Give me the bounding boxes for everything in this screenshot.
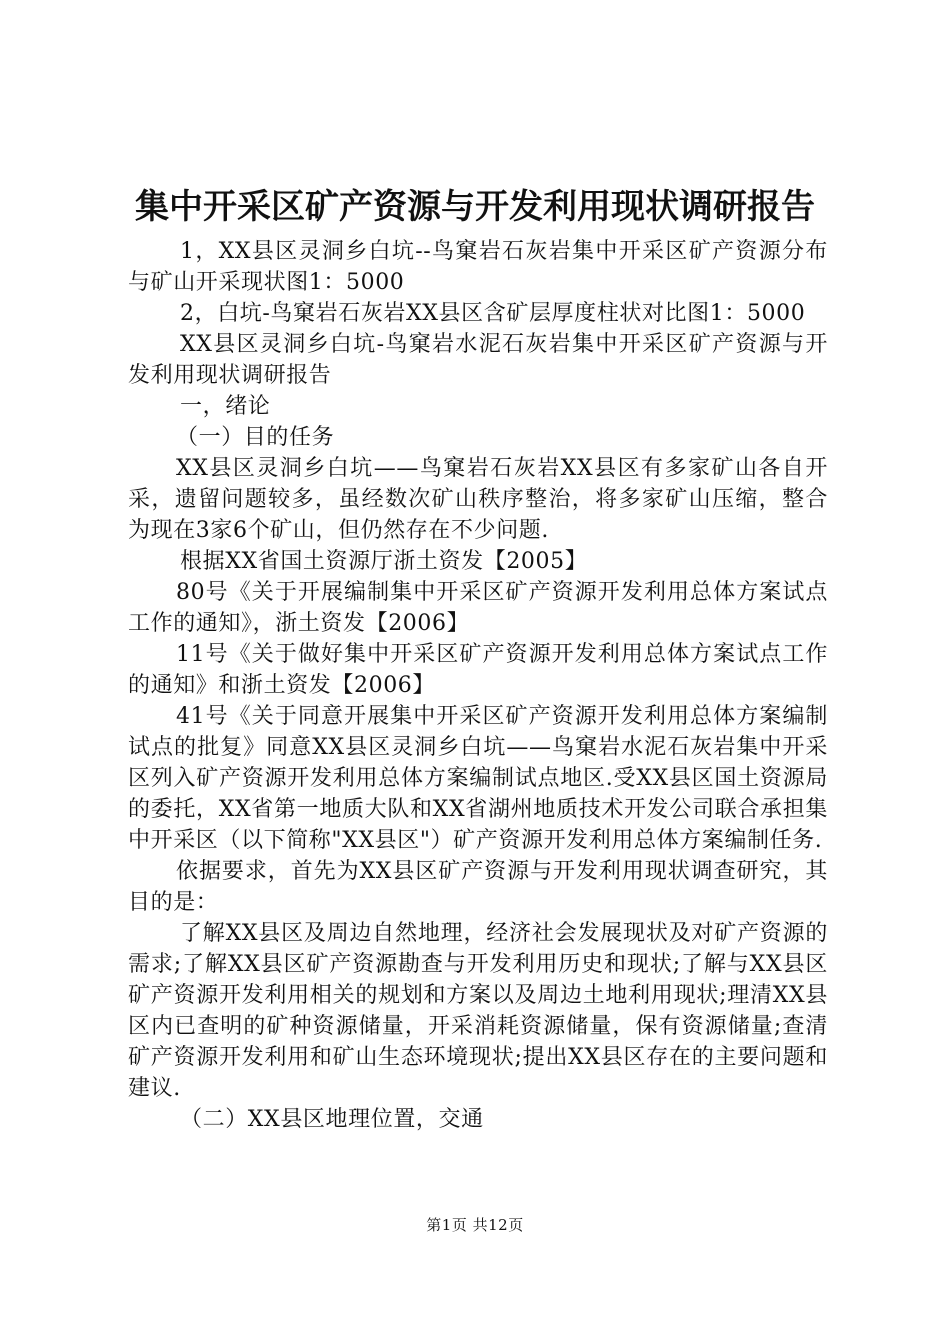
paragraph-reference-41: 41号《关于同意开展集中开采区矿产资源开发利用总体方案编制试点的批复》同意XX县区灵洞乡白坑——鸟窠岩水泥石灰岩集中开采区列入矿产资源开发利用总体方案编制试点地区.受XX县区国土资源局的委托，XX省第一地质大队和XX省湖州地质技术开发公司联合承担集中开采区（以下简称"XX县区"）矿产资源开发利用总体方案编制任务. (128, 704, 828, 853)
paragraph-2: 2，白坑-鸟窠岩石灰岩XX县区含矿层厚度柱状对比图1：5000 (180, 301, 806, 326)
paragraph-background: XX县区灵洞乡白坑——鸟窠岩石灰岩XX县区有多家矿山各自开采，遗留问题较多，虽经数次矿山秩序整治，将多家矿山压缩，整合为现在3家6个矿山，但仍然存在不少问题. (128, 456, 828, 543)
section-heading-introduction: 一，绪论 (180, 394, 271, 419)
document-body (128, 236, 828, 1135)
subsection-heading-purpose: （一）目的任务 (176, 425, 335, 450)
paragraph-3: XX县区灵洞乡白坑-鸟窠岩水泥石灰岩集中开采区矿产资源与开发利用现状调研报告 (128, 332, 828, 388)
paragraph-requirements: 依据要求，首先为XX县区矿产资源与开发利用现状调查研究，其目的是： (128, 859, 828, 915)
paragraph-objectives: 了解XX县区及周边自然地理，经济社会发展现状及对矿产资源的需求;了解XX县区矿产资源勘查与开发利用历史和现状;了解与XX县区矿产资源开发利用相关的规划和方案以及周边土地利用现状;理清XX县区内已查明的矿种资源储量，开采消耗资源储量，保有资源储量;查清矿产资源开发利用和矿山生态环境现状;提出XX县区存在的主要问题和建议. (128, 921, 828, 1101)
paragraph-reference-80: 80号《关于开展编制集中开采区矿产资源开发利用总体方案试点工作的通知》，浙土资发【2006】 (128, 580, 828, 636)
subsection-heading-location: （二）XX县区地理位置，交通 (180, 1107, 484, 1132)
paragraph-1: 1，XX县区灵洞乡白坑--鸟窠岩石灰岩集中开采区矿产资源分布与矿山开采现状图1：5000 (128, 239, 828, 295)
paragraph-reference-2005: 根据XX省国土资源厅浙土资发【2005】 (180, 549, 588, 574)
page-number-footer: 第1页 共12页 (426, 1216, 524, 1234)
paragraph-reference-11: 11号《关于做好集中开采区矿产资源开发利用总体方案试点工作的通知》和浙土资发【2006】 (128, 642, 828, 698)
document-title: 集中开采区矿产资源与开发利用现状调研报告 (135, 187, 815, 227)
